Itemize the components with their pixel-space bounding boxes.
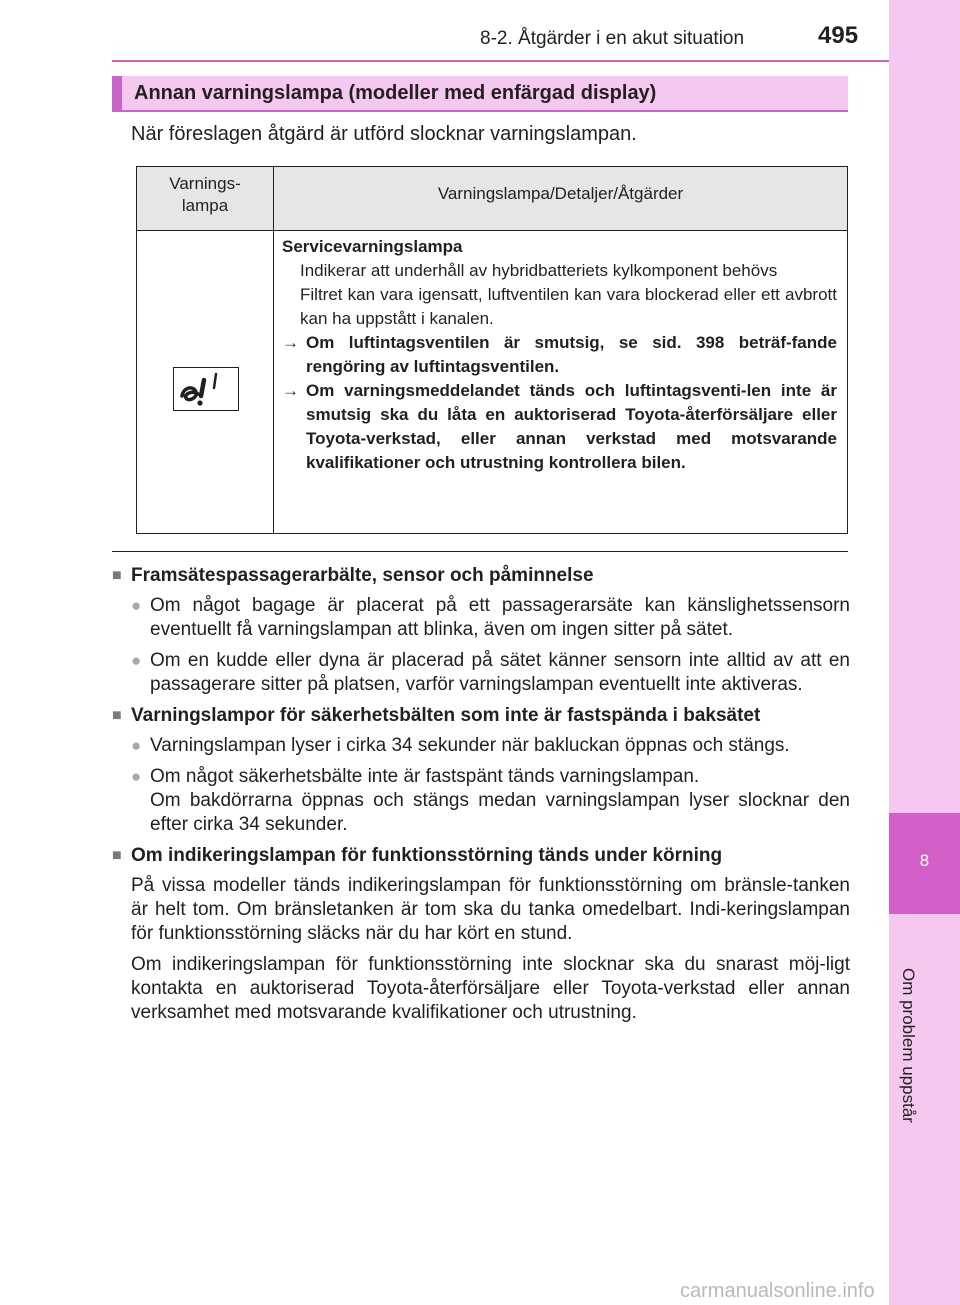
table-header-warning-light: Varnings- lampa (169, 174, 241, 215)
section-divider (112, 551, 848, 552)
note-bullet: ● Om något säkerhetsbälte inte är fastspänt tänds varningslampan. Om bakdörrarna öppnas och stängs medan varningslampan lyser slocknar den efter cirka 34 sekunder. (112, 765, 850, 837)
note-heading: ■ Framsätespassagerarbälte, sensor och påminnelse (112, 564, 850, 588)
note-paragraph: På vissa modeller tänds indikeringslampan för funktionsstörning om bränsle-tanken är helt tom. Om bränsletanken är tom ska du tanka omedelbart. Indi-keringslampan för funktionsstörning släcks när du har kört en stund. (131, 875, 850, 944)
note-heading: ■ Varningslampor för säkerhetsbälten som inte är fastspända i baksätet (112, 704, 850, 728)
table-header-details: Varningslampa/Detaljer/Åtgärder (437, 184, 684, 203)
note-paragraph: Om indikeringslampan för funktionsstörning inte slocknar ska du snarast möj-ligt kontakta en auktoriserad Toyota-återförsäljare eller Toyota-verkstad eller annan verksamhet med motsvarande kvalifikationer och utrustning. (131, 954, 850, 1023)
note-bullet: ● Varningslampan lyser i cirka 34 sekunder när bakluckan öppnas och stängs. (112, 734, 850, 758)
warning-title: Servicevarningslampa (282, 237, 463, 256)
detail-paragraph: Filtret kan vara igensatt, luftventilen kan vara blockerad eller ett avbrott kan ha uppstått i kanalen. (300, 285, 837, 328)
chapter-label: Om problem uppstår (899, 967, 918, 1123)
watermark: carmanualsonline.info (680, 1280, 875, 1302)
table-cell-details (282, 235, 837, 475)
warning-light-table (136, 166, 848, 534)
service-warning-icon (173, 367, 239, 411)
section-heading (112, 76, 848, 112)
note-bullet: ● Om en kudde eller dyna är placerad på sätet känner sensorn inte alltid av att en passagerare sitter på platsen, varför varningslampan eventuellt inte aktiveras. (112, 649, 850, 697)
note-heading: ■ Om indikeringslampan för funktionsstörning tänds under körning (112, 844, 850, 868)
table-column-divider (273, 167, 274, 533)
chapter-number: 8 (919, 851, 930, 870)
header-title: 8-2. Åtgärder i en akut situation (480, 28, 745, 49)
detail-paragraph: Indikerar att underhåll av hybridbatteriets kylkomponent behövs (300, 261, 778, 280)
header-rule (112, 60, 889, 62)
section-intro: När föreslagen åtgärd är utförd slocknar varningslampan. (131, 123, 637, 145)
note-bullet: ● Om något bagage är placerat på ett passagerarsäte kan känslighetssensorn eventuellt få varningslampan att blinka, även om ingen sitter på sätet. (112, 594, 850, 642)
section-heading-text: Annan varningslampa (modeller med enfärgad display) (134, 82, 657, 104)
action-reference: → Om luftintagsventilen är smutsig, se sid. 398 beträf-fande rengöring av luftintagsventilen. (282, 331, 837, 379)
action-reference: → Om varningsmeddelandet tänds och luftintagsventi-len inte är smutsig ska du låta en auktoriserad Toyota-återförsäljare eller Toyota-verkstad, eller annan verkstad med motsvarande kvalifikationer och utrustning kontrollera bilen. (282, 379, 837, 475)
chapter-label-container (893, 925, 923, 1165)
page-number: 495 (818, 22, 859, 49)
notes-content (112, 564, 850, 1032)
